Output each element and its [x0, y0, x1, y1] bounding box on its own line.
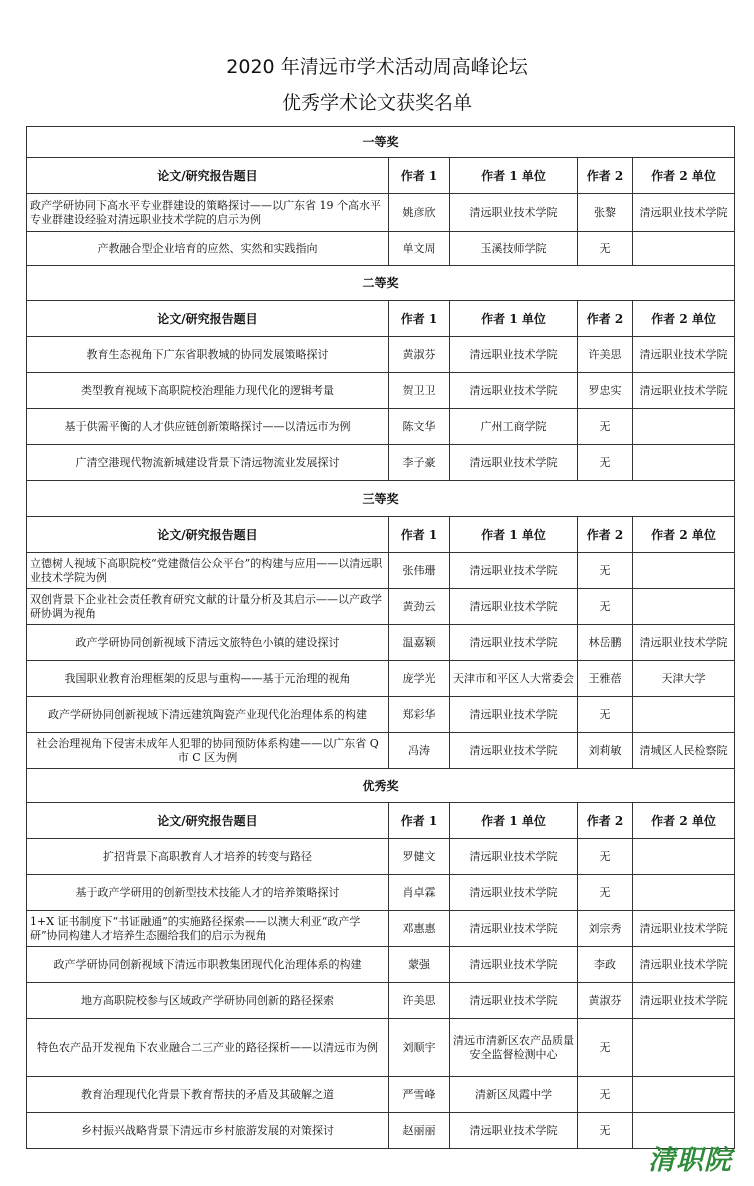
- author2: 李政: [578, 947, 633, 983]
- col-header-unit1: 作者 1 单位: [450, 301, 578, 337]
- author1: 赵丽丽: [389, 1113, 450, 1149]
- paper-title: 双创背景下企业社会责任教育研究文献的计量分析及其启示——以产政学研协调为视角: [27, 589, 389, 625]
- col-header-unit1: 作者 1 单位: [450, 158, 578, 194]
- author2: 无: [578, 589, 633, 625]
- author2-unit: [633, 1077, 735, 1113]
- table-row: [27, 589, 735, 625]
- author1-unit: 清新区凤霞中学: [450, 1077, 578, 1113]
- author2-unit: [633, 875, 735, 911]
- author2-unit: [633, 409, 735, 445]
- paper-title: 政产学研协同创新视域下清远市职教集团现代化治理体系的构建: [27, 947, 389, 983]
- table-row: [27, 409, 735, 445]
- col-header-unit2: 作者 2 单位: [633, 158, 735, 194]
- author2-unit: 天津大学: [633, 661, 735, 697]
- author1: 肖卓霖: [389, 875, 450, 911]
- author2: 刘莉敏: [578, 733, 633, 769]
- col-header-title: 论文/研究报告题目: [27, 158, 389, 194]
- author1: 李子豪: [389, 445, 450, 481]
- author1: 严雪峰: [389, 1077, 450, 1113]
- author1-unit: 清远职业技术学院: [450, 983, 578, 1019]
- author2: 无: [578, 697, 633, 733]
- author1-unit: 清远职业技术学院: [450, 911, 578, 947]
- author1-unit: 清远职业技术学院: [450, 625, 578, 661]
- paper-title: 政产学研协同创新视域下清远建筑陶瓷产业现代化治理体系的构建: [27, 697, 389, 733]
- qzy-logo-stamp: 清职院: [648, 1145, 732, 1176]
- author1-unit: 清远职业技术学院: [450, 839, 578, 875]
- paper-title: 1+X 证书制度下“书证融通”的实施路径探索——以澳大利亚“政产学研”协同构建人才培养生态圈给我们的启示为视角: [27, 911, 389, 947]
- author2-unit: 清远职业技术学院: [633, 983, 735, 1019]
- author2-unit: 清远职业技术学院: [633, 625, 735, 661]
- author1: 贺卫卫: [389, 373, 450, 409]
- author1-unit: 清远职业技术学院: [450, 697, 578, 733]
- author1: 庞学光: [389, 661, 450, 697]
- col-header-author2: 作者 2: [578, 517, 633, 553]
- table-row: [27, 194, 735, 232]
- table-row: [27, 839, 735, 875]
- author2: 罗忠实: [578, 373, 633, 409]
- author1-unit: 清远职业技术学院: [450, 947, 578, 983]
- paper-title: 政产学研协同创新视域下清远文旅特色小镇的建设探讨: [27, 625, 389, 661]
- col-header-author1: 作者 1: [389, 301, 450, 337]
- author1: 郑彩华: [389, 697, 450, 733]
- table-row: [27, 661, 735, 697]
- col-header-author2: 作者 2: [578, 803, 633, 839]
- section-title: 三等奖: [27, 481, 735, 517]
- table-row: [27, 875, 735, 911]
- author1: 刘顺宇: [389, 1019, 450, 1077]
- table-row: [27, 733, 735, 769]
- author2: 无: [578, 409, 633, 445]
- author1-unit: 清远职业技术学院: [450, 875, 578, 911]
- paper-title: 立德树人视域下高职院校“党建微信公众平台”的构建与应用——以清远职业技术学院为例: [27, 553, 389, 589]
- paper-title: 教育生态视角下广东省职教城的协同发展策略探讨: [27, 337, 389, 373]
- author1: 单文周: [389, 232, 450, 266]
- author1-unit: 清远职业技术学院: [450, 337, 578, 373]
- col-header-author1: 作者 1: [389, 158, 450, 194]
- author2: 王雅蓓: [578, 661, 633, 697]
- author1-unit: 清远市清新区农产品质量安全监督检测中心: [450, 1019, 578, 1077]
- author1-unit: 清远职业技术学院: [450, 445, 578, 481]
- author2-unit: 清远职业技术学院: [633, 194, 735, 232]
- author2: 无: [578, 1019, 633, 1077]
- col-header-unit2: 作者 2 单位: [633, 301, 735, 337]
- author2: 无: [578, 1113, 633, 1149]
- author2: 林岳鹏: [578, 625, 633, 661]
- table-row: [27, 553, 735, 589]
- author1: 黄淑芬: [389, 337, 450, 373]
- author2-unit: [633, 232, 735, 266]
- col-header-title: 论文/研究报告题目: [27, 803, 389, 839]
- table-row: [27, 697, 735, 733]
- author2-unit: 清远职业技术学院: [633, 947, 735, 983]
- author2: 无: [578, 1077, 633, 1113]
- author2: 无: [578, 875, 633, 911]
- author2-unit: 清远职业技术学院: [633, 337, 735, 373]
- table-row: [27, 947, 735, 983]
- author2: 许美思: [578, 337, 633, 373]
- paper-title: 乡村振兴战略背景下清远市乡村旅游发展的对策探讨: [27, 1113, 389, 1149]
- paper-title: 广清空港现代物流新城建设背景下清远物流业发展探讨: [27, 445, 389, 481]
- col-header-author1: 作者 1: [389, 803, 450, 839]
- paper-title: 政产学研协同下高水平专业群建设的策略探讨——以广东省 19 个高水平专业群建设经验对清远职业技术学院的启示为例: [27, 194, 389, 232]
- author2: 无: [578, 839, 633, 875]
- author2: 无: [578, 232, 633, 266]
- author2-unit: 清远职业技术学院: [633, 911, 735, 947]
- author1: 张伟珊: [389, 553, 450, 589]
- author1: 温嘉颖: [389, 625, 450, 661]
- paper-title: 基于政产学研用的创新型技术技能人才的培养策略探讨: [27, 875, 389, 911]
- table-row: [27, 911, 735, 947]
- author2-unit: [633, 589, 735, 625]
- col-header-unit2: 作者 2 单位: [633, 803, 735, 839]
- author1: 黄劲云: [389, 589, 450, 625]
- author2-unit: [633, 553, 735, 589]
- author2-unit: [633, 445, 735, 481]
- section-header-row: [27, 127, 735, 158]
- table-row: [27, 1077, 735, 1113]
- column-header-row: [27, 803, 735, 839]
- paper-title: 基于供需平衡的人才供应链创新策略探讨——以清远市为例: [27, 409, 389, 445]
- table-row: [27, 373, 735, 409]
- paper-title: 地方高职院校参与区域政产学研协同创新的路径探索: [27, 983, 389, 1019]
- col-header-unit1: 作者 1 单位: [450, 517, 578, 553]
- author1: 蒙强: [389, 947, 450, 983]
- paper-title: 扩招背景下高职教育人才培养的转变与路径: [27, 839, 389, 875]
- author1: 姚彦欣: [389, 194, 450, 232]
- author2: 刘宗秀: [578, 911, 633, 947]
- author2-unit: 清城区人民检察院: [633, 733, 735, 769]
- col-header-title: 论文/研究报告题目: [27, 301, 389, 337]
- author1-unit: 广州工商学院: [450, 409, 578, 445]
- table-row: [27, 445, 735, 481]
- paper-title: 产教融合型企业培育的应然、实然和实践指向: [27, 232, 389, 266]
- paper-title: 类型教育视域下高职院校治理能力现代化的逻辑考量: [27, 373, 389, 409]
- section-title: 二等奖: [27, 266, 735, 301]
- col-header-title: 论文/研究报告题目: [27, 517, 389, 553]
- author2-unit: [633, 1019, 735, 1077]
- author2-unit: [633, 839, 735, 875]
- column-header-row: [27, 517, 735, 553]
- document-subtitle: 优秀学术论文获奖名单: [281, 92, 472, 114]
- awards-table: [26, 126, 735, 1149]
- author1-unit: 天津市和平区人大常委会: [450, 661, 578, 697]
- paper-title: 特色农产品开发视角下农业融合二三产业的路径探析——以清远市为例: [27, 1019, 389, 1077]
- author1-unit: 玉溪技师学院: [450, 232, 578, 266]
- author1: 邓惠惠: [389, 911, 450, 947]
- section-header-row: [27, 769, 735, 803]
- col-header-author2: 作者 2: [578, 301, 633, 337]
- paper-title: 社会治理视角下侵害未成年人犯罪的协同预防体系构建——以广东省 Q 市 C 区为例: [27, 733, 389, 769]
- col-header-unit2: 作者 2 单位: [633, 517, 735, 553]
- table-row: [27, 1113, 735, 1149]
- column-header-row: [27, 301, 735, 337]
- author1-unit: 清远职业技术学院: [450, 1113, 578, 1149]
- author1: 陈文华: [389, 409, 450, 445]
- author1-unit: 清远职业技术学院: [450, 373, 578, 409]
- table-row: [27, 337, 735, 373]
- section-header-row: [27, 266, 735, 301]
- author2: 无: [578, 553, 633, 589]
- col-header-author1: 作者 1: [389, 517, 450, 553]
- table-row: [27, 625, 735, 661]
- section-title: 一等奖: [27, 127, 735, 158]
- table-row: [27, 232, 735, 266]
- author1: 罗健文: [389, 839, 450, 875]
- paper-title: 我国职业教育治理框架的反思与重构——基于元治理的视角: [27, 661, 389, 697]
- author2-unit: 清远职业技术学院: [633, 373, 735, 409]
- table-row: [27, 983, 735, 1019]
- section-title: 优秀奖: [27, 769, 735, 803]
- paper-title: 教育治理现代化背景下教育帮扶的矛盾及其破解之道: [27, 1077, 389, 1113]
- author1-unit: 清远职业技术学院: [450, 589, 578, 625]
- author1: 冯涛: [389, 733, 450, 769]
- col-header-unit1: 作者 1 单位: [450, 803, 578, 839]
- table-row: [27, 1019, 735, 1077]
- author1-unit: 清远职业技术学院: [450, 553, 578, 589]
- author2: 黄淑芬: [578, 983, 633, 1019]
- section-header-row: [27, 481, 735, 517]
- author2-unit: [633, 697, 735, 733]
- author2: 张黎: [578, 194, 633, 232]
- col-header-author2: 作者 2: [578, 158, 633, 194]
- column-header-row: [27, 158, 735, 194]
- author1-unit: 清远职业技术学院: [450, 194, 578, 232]
- document-title: 2020 年清远市学术活动周高峰论坛: [226, 56, 528, 78]
- author2: 无: [578, 445, 633, 481]
- author1-unit: 清远职业技术学院: [450, 733, 578, 769]
- author1: 许美思: [389, 983, 450, 1019]
